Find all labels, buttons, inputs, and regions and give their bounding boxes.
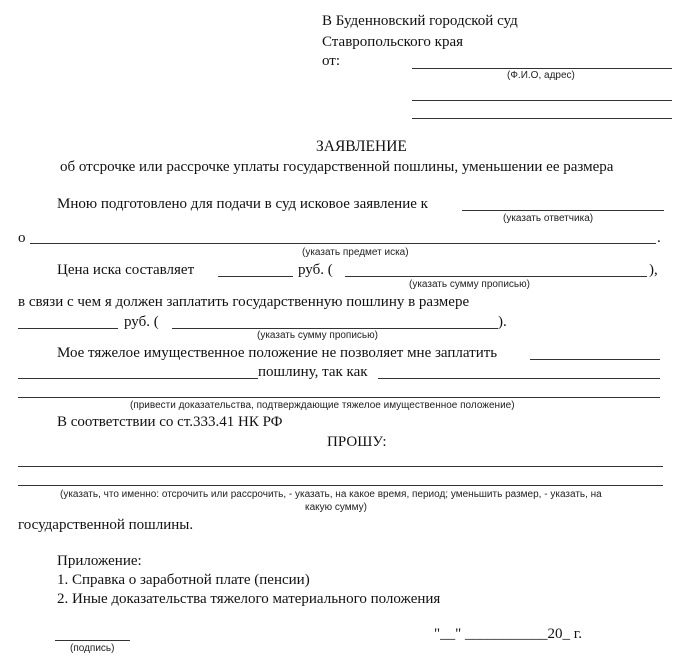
defendant-line [462, 210, 664, 211]
duty-text: в связи с чем я должен заплатить государственную пошлину в размере [18, 294, 470, 310]
duty-hint: (указать сумму прописью) [257, 330, 378, 341]
hardship-text: Мое тяжелое имущественное положение не позволяет мне заплатить [57, 345, 498, 361]
duty-close: ). [498, 314, 507, 330]
subject-prefix: о [18, 230, 26, 246]
address-line-1 [412, 100, 672, 101]
hardship-line-3 [378, 378, 660, 379]
claim-price-hint: (указать сумму прописью) [409, 279, 530, 290]
duty-words-line [172, 328, 498, 329]
fio-line [412, 68, 672, 69]
hardship-line-1 [530, 359, 660, 360]
document-title: ЗАЯВЛЕНИЕ [316, 138, 407, 155]
request-line-1 [18, 466, 663, 467]
claim-price-close: ), [649, 262, 658, 278]
subject-suffix: . [657, 230, 661, 246]
subject-hint: (указать предмет иска) [302, 247, 409, 258]
request-hint-1: (указать, что именно: отсрочить или рассрочить, - указать, на какое время, период; уменьшить размер, - указать, на [60, 489, 602, 500]
fio-hint: (Ф.И.О, адрес) [507, 70, 575, 81]
court-line-2: Ставропольского края [322, 34, 463, 50]
hardship-line-2 [18, 378, 258, 379]
document-subtitle: об отсрочке или рассрочке уплаты государственной пошлины, уменьшении ее размера [60, 159, 614, 175]
claim-price-rub: руб. ( [298, 262, 333, 278]
claim-price-words-line [345, 276, 647, 277]
request-heading: ПРОШУ: [327, 434, 387, 450]
subject-line [30, 243, 656, 244]
defendant-hint: (указать ответчика) [503, 213, 594, 224]
from-label: от: [322, 53, 341, 69]
claim-text: Мною подготовлено для подачи в суд исковое заявление к [57, 196, 428, 212]
claim-price-line [218, 276, 293, 277]
appendix-item-1: 1. Справка о заработной плате (пенсии) [57, 572, 310, 588]
appendix-item-2: 2. Иные доказательства тяжелого материального положения [57, 591, 441, 607]
signature-hint: (подпись) [70, 643, 115, 654]
address-line-2 [412, 118, 672, 119]
hardship-line-4 [18, 397, 660, 398]
signature-line [55, 640, 130, 641]
duty-closing-text: государственной пошлины. [18, 517, 194, 533]
duty-amount-line [18, 328, 118, 329]
claim-price-text: Цена иска составляет [57, 262, 195, 278]
duty-rub: руб. ( [124, 314, 159, 330]
request-line-2 [18, 485, 663, 486]
court-line-1: В Буденновский городской суд [322, 13, 518, 29]
law-reference-text: В соответствии со ст.333.41 НК РФ [57, 414, 283, 430]
hardship-hint: (привести доказательства, подтверждающие тяжелое имущественное положение) [130, 400, 515, 411]
appendix-label: Приложение: [57, 553, 142, 569]
hardship-reason-text: пошлину, так как [258, 364, 368, 380]
date-field: "__" ___________20_ г. [434, 626, 582, 642]
request-hint-2: какую сумму) [305, 502, 368, 513]
